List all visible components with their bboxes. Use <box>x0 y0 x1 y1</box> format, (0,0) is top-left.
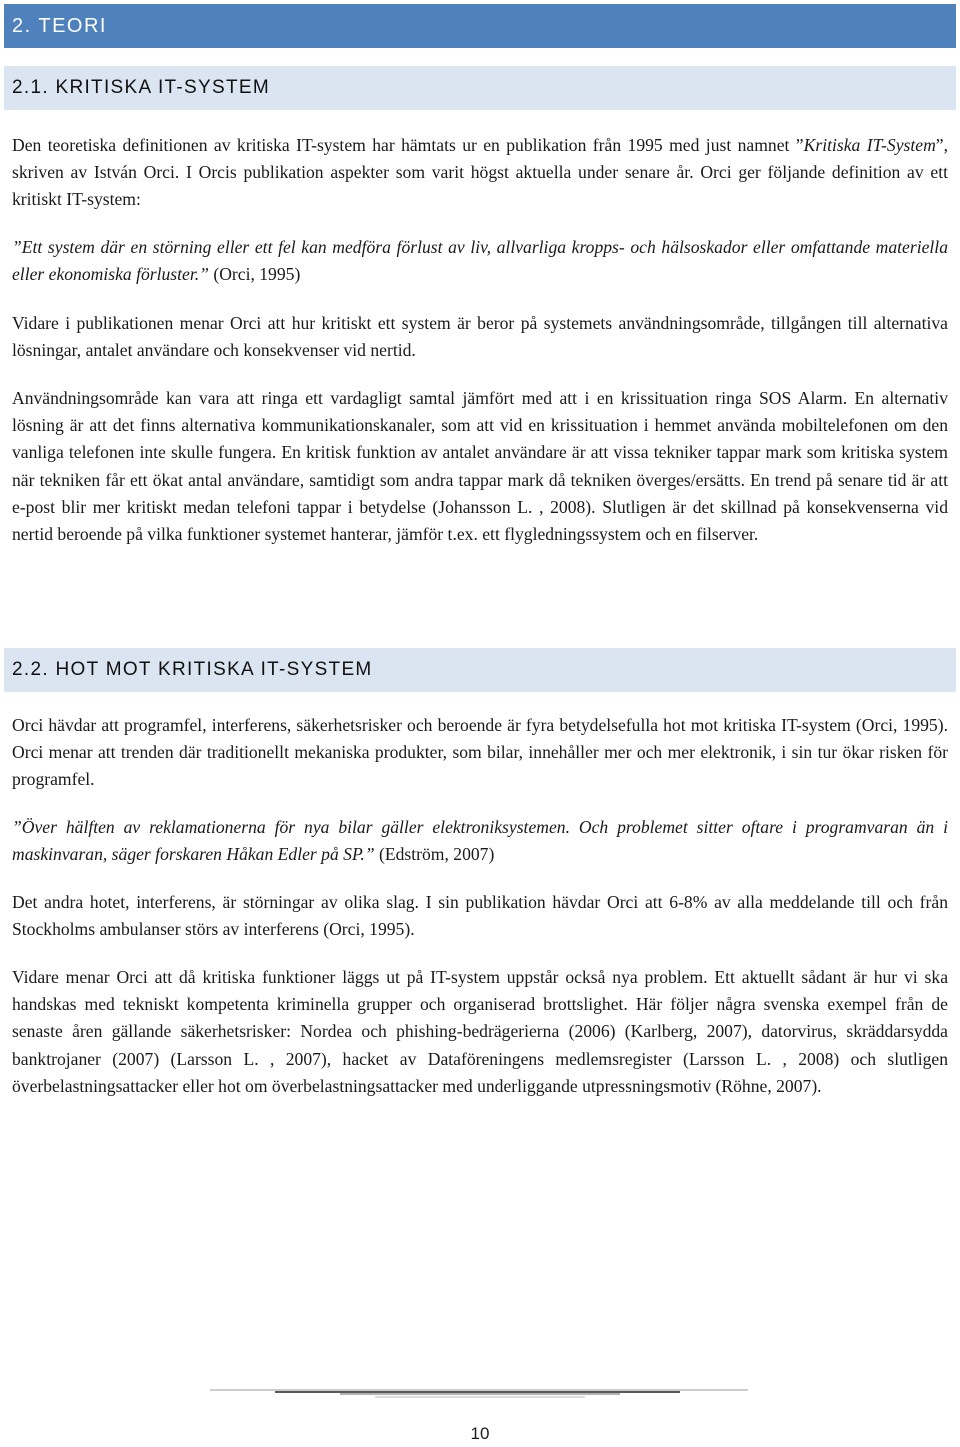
paragraph-interference: Det andra hotet, interferens, är störningar av olika slag. I sin publikation hävdar Orci att 6-8% av alla meddelande till och från Stockholms ambulanser störs av interferens (Orci, 1995). <box>12 892 948 940</box>
subsection-heading-2-2: 2.2. HOT MOT KRITISKA IT-SYSTEM <box>4 648 956 692</box>
paragraph-threats-intro: Orci hävdar att programfel, interferens, säkerhetsrisker och beroende är fyra betydelsefulla hot mot kritiska IT-system (Orci, 1995). Orci menar att trenden där traditionellt mekaniska produkter, som bilar, innehåller mer och mer elektronik, i sin tur ökar risken för programfel. <box>12 715 948 790</box>
text-run: ”, skriven av István Orci. I Orcis publikation aspekter som varit högst aktuella under senare år. Orci ger följande definition av ett kritiskt IT-system: <box>12 135 948 210</box>
quote-reference: (Orci, 1995) <box>208 264 301 285</box>
quote-text: ”Över hälften av reklamationerna för nya bilar gäller elektroniksystemen. Och problemet sitter oftare i programvaran än i maskinvaran, säger forskaren Håkan Edler på SP.” <box>12 817 948 865</box>
page-number: 10 <box>470 1424 490 1443</box>
paragraph-factor-explanations: Användningsområde kan vara att ringa ett vardagligt samtal jämfört med att i en krissituation ringa SOS Alarm. En alternativ lösning är att det finns alternativa kommunikationskanaler, som att vid en krissituation i hemmet använda mobiltelefonen om den vanliga telefonen inte skulle fungera. En kritisk funktion av antalet användare är att vissa tekniker tappar mark som kritiska system när tekniken får ett ökat antal användare, samtidigt som andra tappar mark då tekniken överges/ersätts. En trend på senare tid är att e-post blir mer kritiskt medan telefoni tappar i betydelse (Johansson L. , 2008). Slutligen är det skillnad på konsekvenserna vid nertid beroende på vilka funktioner systemet hanterar, jämför t.ex. ett flygledningssystem och en filserver. <box>12 388 948 545</box>
paragraph-criticality-factors: Vidare i publikationen menar Orci att hur kritiskt ett system är beror på systemets användningsområde, tillgången till alternativa lösningar, antalet användare och konsekvenser vid nertid. <box>12 313 948 361</box>
quote-text: ”Ett system där en störning eller ett fel kan medföra förlust av liv, allvarliga kropps- och hälsoskador eller omfattande materiella eller ekonomiska förluster.” <box>12 237 948 285</box>
publication-title: Kritiska IT-System <box>803 135 936 155</box>
section-heading: 2. TEORI <box>4 4 956 48</box>
quote-reference: (Edström, 2007) <box>374 844 495 865</box>
paragraph-security-risks: Vidare menar Orci att då kritiska funktioner läggs ut på IT-system uppstår också nya problem. Ett aktuellt sådant är hur vi ska handskas med tekniskt kompetenta kriminella grupper och organiserad brottslighet. Här följer några svenska exempel från de senaste åren gällande säkerhetsrisker: Nordea och phishing-bedrägerierna (2006) (Karlberg, 2007), datorvirus, skräddarsydda banktrojaner (2007) (Larsson L. , 2007), hacket av Dataföreningens medlemsregister (Larsson L. , 2008) och slutligen överbelastningsattacker eller hot om överbelastningsattacker med underliggande utpressningsmotiv (Röhne, 2007). <box>12 967 948 1096</box>
subsection-heading-2-1: 2.1. KRITISKA IT-SYSTEM <box>4 66 956 110</box>
text-run: Den teoretiska definitionen av kritiska IT-system har hämtats ur en publikation från 1995 med just namnet ” <box>12 135 804 155</box>
